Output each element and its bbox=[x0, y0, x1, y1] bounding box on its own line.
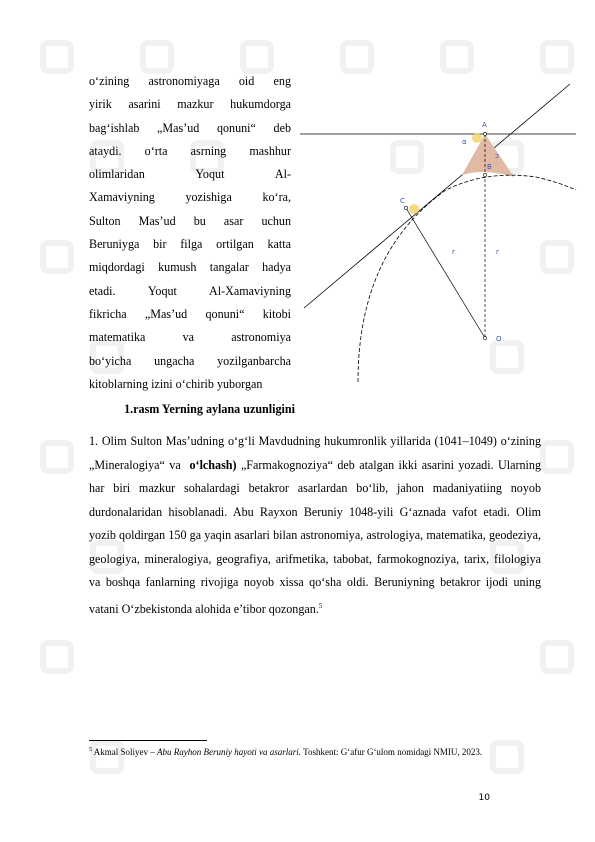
footnote-number: 5 bbox=[89, 747, 92, 753]
footnote-author: Akmal Soliyev – bbox=[93, 747, 158, 757]
highlight-c bbox=[409, 204, 419, 214]
text-line: olimlaridan Yoqut Al- bbox=[89, 167, 291, 182]
label-r2: r bbox=[496, 248, 499, 256]
footnote-rule bbox=[89, 740, 207, 741]
text-line: bag‘ishlab „Mas’ud qonuni“ deb bbox=[89, 120, 291, 135]
text-line: Sulton Mas’ud bu asar uchun bbox=[89, 213, 291, 228]
text-line: miqdordagi kumush tangalar hadya bbox=[89, 260, 291, 275]
text-line: bo‘yicha ungacha yozilganbarcha bbox=[89, 353, 291, 368]
text-line: o‘zining astronomiyaga oid eng bbox=[89, 74, 291, 88]
footnote bbox=[89, 744, 559, 759]
footnote-title: Abu Rayhon Beruniy hayoti va asarlari. bbox=[157, 747, 301, 757]
label-o: O bbox=[496, 335, 502, 343]
earth-circumference-figure bbox=[296, 82, 578, 388]
text-line: Beruniyga bir filga ortilgan katta bbox=[89, 237, 291, 252]
text-line: fikricha „Mas’ud qonuni“ kitobi bbox=[89, 306, 291, 321]
main-paragraph bbox=[89, 430, 541, 621]
text-line: kitoblarning izini o‘chirib yuborgan bbox=[89, 376, 263, 391]
figure-caption: 1.rasm Yerning aylana uzunligini bbox=[124, 402, 295, 416]
footnote-rest: Toshkent: G‘afur G‘ulom nomidagi NMIU, 2023. bbox=[301, 747, 483, 757]
footnote-ref[interactable]: 5 bbox=[318, 601, 323, 610]
label-angle-mark: ↄ bbox=[495, 152, 499, 160]
text-line: Xamaviyning yozishiga ko‘ra, bbox=[89, 190, 291, 205]
label-b: B bbox=[487, 163, 492, 171]
point-b bbox=[483, 173, 486, 176]
point-a bbox=[483, 132, 486, 135]
radius-c bbox=[406, 208, 485, 338]
paragraph-text: 1. Olim Sulton Mas’udning o‘g‘li Mavdudning hukumronlik yillarida (1041–1049) o‘zining „Mineralogiya“ va bbox=[89, 434, 541, 472]
text-line: matematika va astronomiya bbox=[89, 330, 291, 345]
tangent-line bbox=[304, 84, 570, 308]
earth-arc bbox=[358, 175, 576, 382]
text-line: ataydi. o‘rta asrning mashhur bbox=[89, 143, 291, 158]
point-c bbox=[404, 206, 407, 209]
label-alpha: α bbox=[462, 138, 467, 146]
paragraph-bold: o‘lchash) bbox=[189, 457, 237, 472]
text-line: etadi. Yoqut Al-Xamaviyning bbox=[89, 283, 291, 298]
label-r1: r bbox=[452, 248, 455, 256]
point-o bbox=[483, 336, 486, 339]
label-a: A bbox=[482, 121, 487, 129]
text-line: yirik asarini mazkur hukumdorga bbox=[89, 97, 291, 112]
highlight-a bbox=[472, 133, 482, 143]
paragraph-text-rest: „Farmakognoziya“ deb atalgan ikki asarini yozadi. Ularning har biri mazkur sohalardagi betakror asarlardan bo‘lib, jahon madaniyatiing noyob durdonalaridan hisoblanadi. Abu Rayxon Beruniy 1048-yili G‘aznada vafot etadi. Olim yozib qoldirgan 150 ga yaqin asarlari bilan astronomiya, astrologiya, matematika, geodeziya, geologiya, mineralogiya, geografiya, arifmetika, tabobat, farmokognoziya, tarix, filologiya va boshqa fanlarning rivojiga noyob xissa qo‘sha oldi. Beruniyning betakror ijodi uning vatani O‘zbekistonda alohida e’tibor qozongan. bbox=[89, 457, 542, 616]
label-c: C bbox=[400, 197, 405, 205]
left-column-text bbox=[89, 70, 291, 396]
page-number: 10 bbox=[478, 793, 490, 803]
